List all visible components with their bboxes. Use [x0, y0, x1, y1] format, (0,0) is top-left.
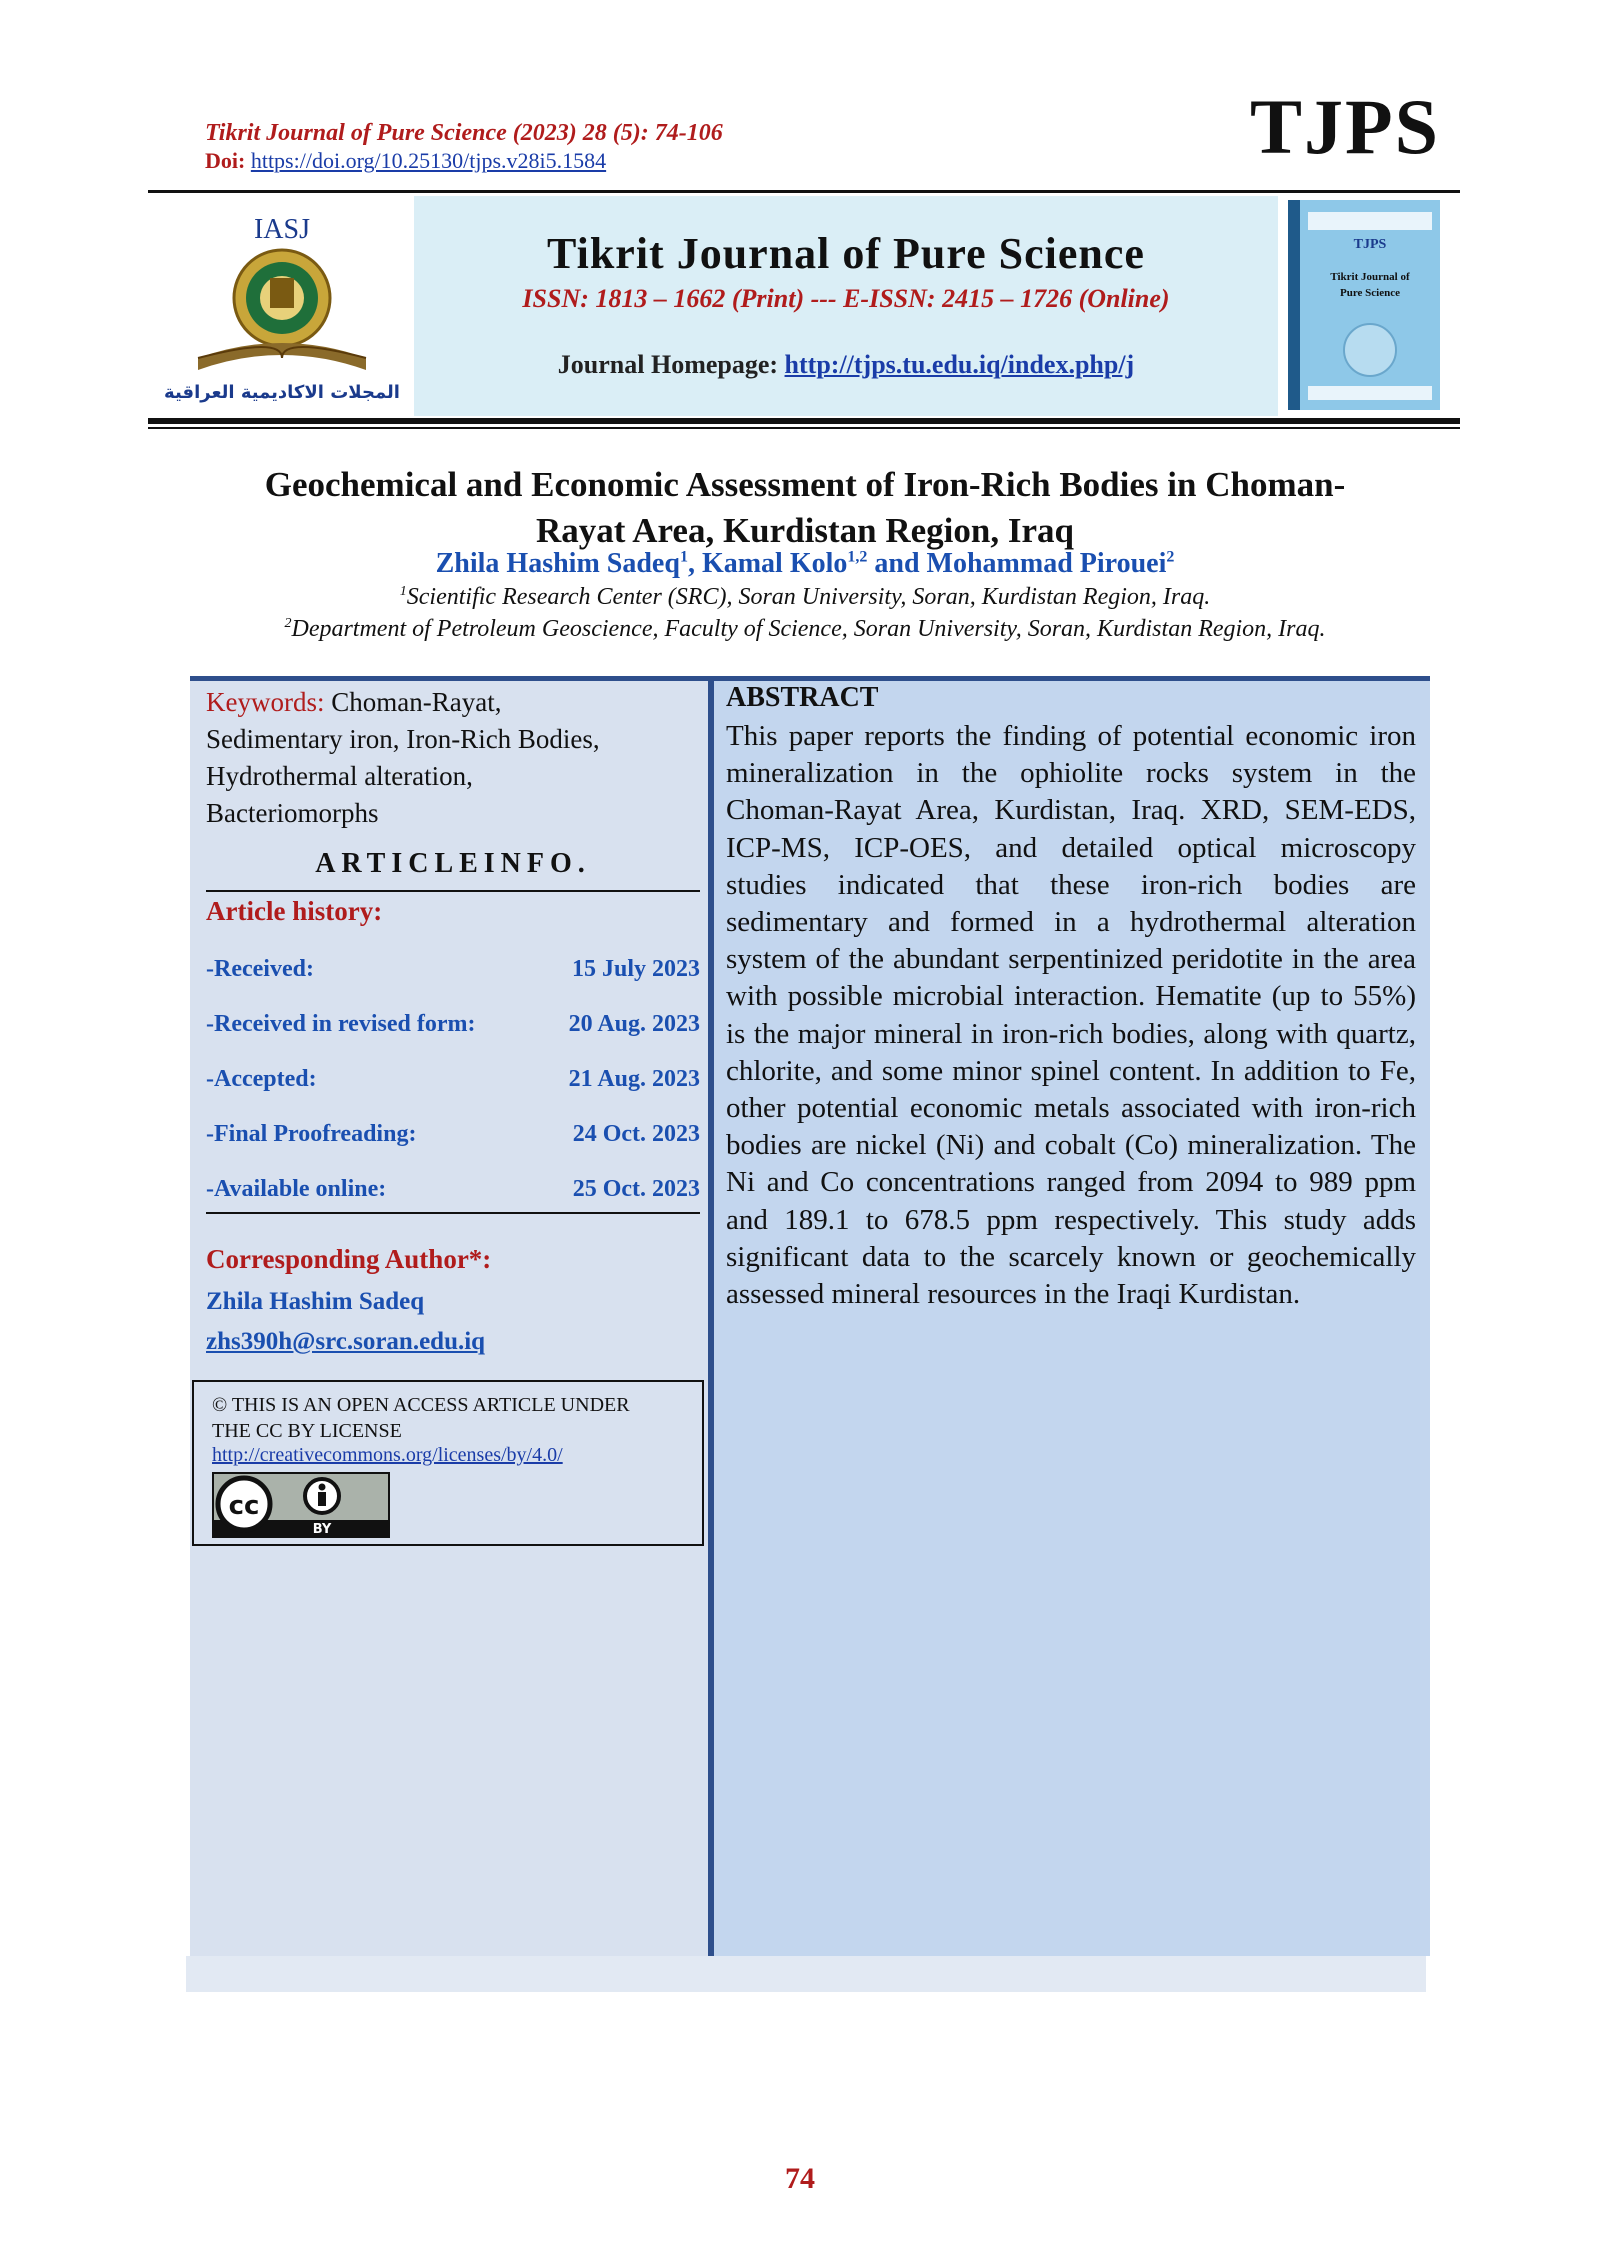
history-date: 25 Oct. 2023 — [572, 1176, 700, 1202]
affiliation-text: Department of Petroleum Geoscience, Faculty of Science, Soran University, Soran, Kurdistan Region, Iraq. — [291, 616, 1326, 642]
author-name: Kamal Kolo — [701, 548, 848, 579]
history-row — [206, 956, 700, 983]
author-name: Zhila Hashim Sadeq — [435, 548, 680, 579]
history-date: 15 July 2023 — [571, 956, 700, 982]
journal-brand: TJPS — [1249, 83, 1440, 170]
article-info-rule — [206, 890, 700, 892]
doi-link[interactable]: https://doi.org/10.25130/tjps.v28i5.1584 — [250, 148, 607, 173]
panel-bottom-strip — [186, 1956, 1426, 1992]
cc-by-icon[interactable] — [212, 1472, 390, 1538]
history-label: -Final Proofreading: — [206, 1121, 417, 1147]
author-separator: , — [687, 548, 702, 579]
author-name: Mohammad Pirouei — [926, 548, 1167, 579]
paper-title-line2: Rayat Area, Kurdistan Region, Iraq — [536, 511, 1074, 550]
doi-line — [205, 148, 606, 174]
license-text — [212, 1392, 692, 1444]
article-info-heading: ARTICLEINFO. — [315, 848, 591, 879]
history-rule — [206, 1212, 700, 1214]
homepage-link[interactable]: http://tjps.tu.edu.iq/index.php/j — [784, 350, 1135, 379]
page-number: 74 — [785, 2162, 815, 2195]
author-affil-sup: 1 — [679, 548, 688, 566]
keywords — [206, 684, 696, 832]
corresponding-author-email[interactable]: zhs390h@src.soran.edu.iq — [206, 1328, 486, 1355]
author-separator: and — [867, 548, 927, 579]
affiliation-2 — [150, 616, 1460, 643]
affiliation-sup: 2 — [284, 616, 292, 631]
license-link[interactable]: http://creativecommons.org/licenses/by/4.0/ — [212, 1444, 563, 1466]
history-row — [206, 1011, 700, 1038]
journal-citation: Tikrit Journal of Pure Science (2023) 28 (5): 74-106 — [205, 120, 723, 146]
history-date: 20 Aug. 2023 — [568, 1011, 700, 1037]
paper-title — [200, 462, 1410, 554]
abstract-text: This paper reports the finding of potential economic iron mineralization in the ophiolite rocks system in the Choman-Rayat Area, Kurdistan, Iraq. XRD, SEM-EDS, ICP-MS, ICP-OES, and detailed optical microscopy studies indicated that these iron-rich bodies are sedimentary and formed in a hydrothermal alteration system of the abundant serpentinized peridotite in the area with possible microbial interaction. Hematite (up to 55%) is the major mineral in iron-rich bodies, along with quartz, chlorite, and some minor spinel content. In addition to Fe, other potential economic metals associated with iron-rich bodies are nickel (Ni) and cobalt (Co) mineralization. The Ni and Co concentrations ranged from 2094 to 989 ppm and 189.1 to 678.5 ppm respectively. This study adds significant data to the scarcely known or geochemically assessed mineral resources in the Iraqi Kurdistan. — [726, 720, 1416, 1311]
affiliation-sup: 1 — [399, 584, 407, 599]
cover-title-line1: Tikrit Journal of — [1330, 271, 1410, 283]
author-affil-sup: 2 — [1166, 548, 1175, 566]
cover-brand: TJPS — [1353, 237, 1387, 252]
header-rule — [148, 190, 1460, 193]
history-label: -Accepted: — [206, 1066, 317, 1092]
license-line: © THIS IS AN OPEN ACCESS ARTICLE UNDER — [212, 1394, 630, 1416]
paper-title-line1: Geochemical and Economic Assessment of Iron-Rich Bodies in Choman- — [264, 465, 1346, 504]
history-date: 24 Oct. 2023 — [572, 1121, 700, 1147]
affiliation-1 — [150, 584, 1460, 611]
history-label: -Received: — [206, 956, 314, 982]
keyword-line: Hydrothermal alteration, — [206, 761, 473, 791]
banner-rule-thick — [148, 418, 1460, 424]
history-label: -Available online: — [206, 1176, 387, 1202]
banner-issn: ISSN: 1813 – 1662 (Print) --- E-ISSN: 2415 – 1726 (Online) — [522, 284, 1170, 313]
keyword-line: Sedimentary iron, Iron-Rich Bodies, — [206, 724, 600, 754]
keywords-label: Keywords: — [206, 687, 325, 717]
panel-divider — [708, 676, 714, 1956]
panel-top-border — [190, 676, 1430, 681]
history-label: -Received in revised form: — [206, 1011, 476, 1037]
article-history-label: Article history: — [206, 896, 383, 926]
corresponding-author-name: Zhila Hashim Sadeq — [206, 1288, 425, 1315]
history-row — [206, 1066, 700, 1093]
journal-cover-icon — [1288, 200, 1440, 410]
banner-rule-thin — [148, 427, 1460, 429]
keyword-line: Bacteriomorphs — [206, 798, 379, 828]
license-line: THE CC BY LICENSE — [212, 1420, 402, 1442]
author-list — [200, 548, 1410, 580]
homepage-label: Journal Homepage: — [557, 350, 779, 379]
banner-journal-title: Tikrit Journal of Pure Science — [547, 229, 1145, 278]
history-date: 21 Aug. 2023 — [568, 1066, 700, 1092]
history-row — [206, 1121, 700, 1148]
iasj-logo-arabic: المجلات الاكاديمية العراقية — [164, 382, 400, 403]
keyword-line: Choman-Rayat, — [331, 687, 502, 717]
abstract-heading: ABSTRACT — [726, 682, 879, 713]
banner-homepage — [414, 350, 1278, 380]
corresponding-author-label: Corresponding Author*: — [206, 1244, 492, 1274]
author-affil-sup: 1,2 — [847, 548, 868, 566]
history-row — [206, 1176, 700, 1203]
cover-title-line2: Pure Science — [1340, 287, 1400, 299]
svg-text:cc: cc — [228, 1491, 260, 1521]
doi-label: Doi: — [205, 148, 246, 173]
affiliation-text: Scientific Research Center (SRC), Soran University, Soran, Kurdistan Region, Iraq. — [406, 584, 1211, 610]
cc-by-label: BY — [312, 1522, 332, 1537]
iasj-logo-icon — [158, 208, 406, 408]
iasj-logo-text: IASJ — [253, 214, 311, 245]
